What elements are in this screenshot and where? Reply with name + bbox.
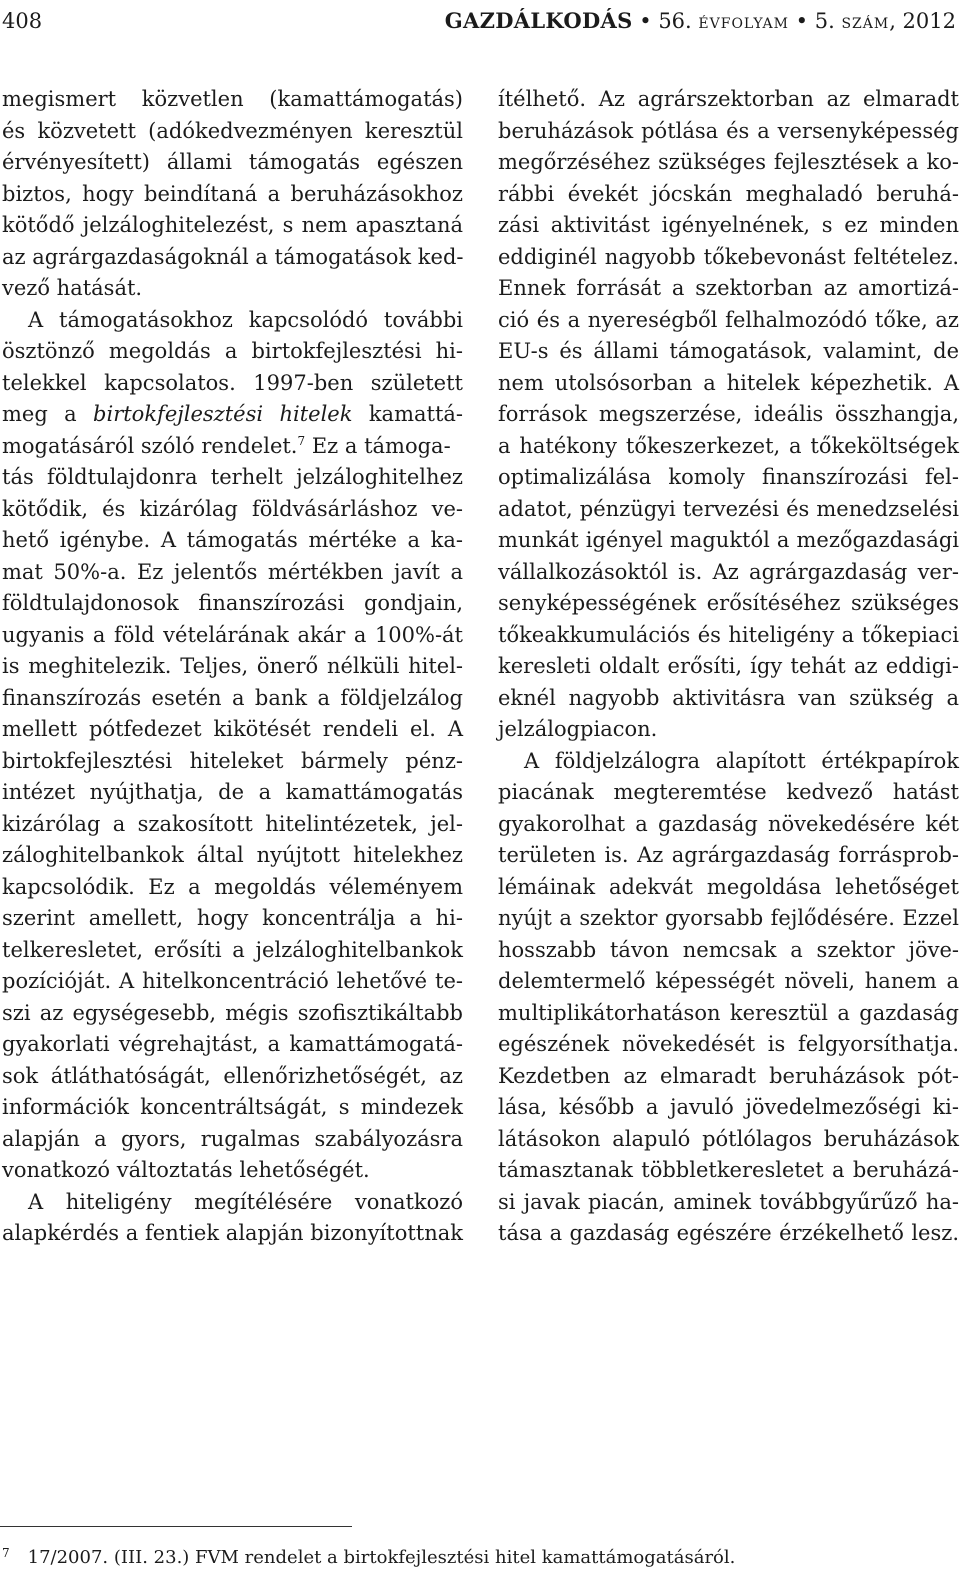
text-line: tás földtulajdonra terhelt jelzáloghitelhez bbox=[2, 465, 463, 489]
text-line: senyképességének erősítéséhez szükséges bbox=[498, 591, 959, 615]
text-line: területen is. Az agrárgazdaság forrásprob- bbox=[498, 843, 959, 867]
text-line: A hiteligény megítélésére vonatkozó bbox=[28, 1189, 463, 1214]
text-line: vonatkozó változtatás lehetőségét. bbox=[2, 1158, 370, 1182]
text-line: A földjelzálogra alapított értékpapírok bbox=[524, 748, 959, 773]
text-line: piacának megteremtése kedvező hatást bbox=[498, 780, 959, 804]
text-line: a hatékony tőkeszerkezet, a tőkeköltségek bbox=[498, 433, 959, 458]
text-line-mixed bbox=[2, 399, 463, 431]
text-line: megőrzéséhez szükséges fejlesztések a ko- bbox=[498, 150, 959, 174]
text-line: telekkel kapcsolatos. 1997-ben született bbox=[2, 370, 463, 395]
text-line: megismert közvetlen (kamattámogatás) bbox=[2, 87, 463, 111]
text-line: források megszerzése, ideális összhangja, bbox=[498, 402, 959, 426]
text-line: multiplikátorhatáson keresztül a gazdaság bbox=[498, 1000, 959, 1025]
text-line: biztos, hogy beindítaná a beruházásokhoz bbox=[2, 181, 463, 206]
text-line: eddiginél nagyobb tőkebevonást feltételez. bbox=[498, 244, 959, 269]
text-line: munkát igényel maguktól a mezőgazdasági bbox=[498, 528, 959, 552]
text-fragment: kamattá- bbox=[368, 402, 463, 426]
text-line: látásokon alapuló pótlólagos beruházások bbox=[498, 1126, 959, 1151]
text-line: birtokfejlesztési hiteleket bármely pénz- bbox=[2, 748, 463, 773]
text-line: gyakorolhat a gazdaság növekedésére két bbox=[498, 811, 959, 836]
text-line: támasztanak többletkeresletet a beruházá- bbox=[498, 1158, 959, 1182]
footnote-reference[interactable]: 7 bbox=[297, 433, 306, 448]
text-line: A támogatásokhoz kapcsolódó további bbox=[28, 307, 463, 332]
text-line: hető igénybe. A támogatás mértéke a ka- bbox=[2, 528, 463, 552]
right-column bbox=[498, 84, 959, 1250]
header-bullet-2: • bbox=[795, 9, 809, 33]
text-line: adatot, pénzügyi tervezési és menedzselési bbox=[498, 496, 959, 521]
text-line: kapcsolódik. Ez a megoldás véleményem bbox=[2, 874, 463, 899]
text-line: kötődő jelzáloghitelezést, s nem apasztaná bbox=[2, 213, 463, 237]
text-line: gyakorlati végrehajtást, a kamattámogatá- bbox=[2, 1032, 463, 1056]
text-line: lása, később a javuló jövedelmezőségi ki- bbox=[498, 1095, 959, 1119]
text-fragment: meg a bbox=[2, 402, 77, 426]
text-line: kizárólag a szakosított hitelintézetek, jel- bbox=[2, 811, 463, 836]
text-line: beruházások pótlása és a versenyképesség bbox=[498, 118, 959, 143]
issue-word: SZÁM bbox=[841, 16, 890, 32]
text-line: vállalkozásoktól is. Az agrárgazdaság ver- bbox=[498, 559, 959, 584]
text-line: nyújt a szektor gyorsabb fejlődésére. Ezzel bbox=[498, 906, 959, 930]
text-line: hosszabb távon nemcsak a szektor jöve- bbox=[498, 937, 959, 962]
text-line: kötődik, és kizárólag földvásárláshoz ve- bbox=[2, 496, 463, 521]
text-line-mixed bbox=[2, 431, 463, 463]
text-line: delemtermelő képességét növeli, hanem a bbox=[498, 969, 959, 993]
text-line: EU-s és állami támogatások, valamint, de bbox=[498, 339, 959, 363]
text-line: is meghitelezik. Teljes, önerő nélküli hitel- bbox=[2, 654, 463, 678]
text-line: ugyanis a föld vételárának akár a 100%-át bbox=[2, 622, 463, 647]
text-line: és közvetett (adókedvezményen keresztül bbox=[2, 118, 463, 143]
text-line: nem utolsósorban a hitelek képezhetik. A bbox=[498, 370, 959, 395]
text-line: információk koncentráltságát, s mindezek bbox=[2, 1095, 463, 1119]
text-line: vező hatását. bbox=[2, 276, 143, 300]
text-line: tőkeakkumulációs és hiteligény a tőkepiaci bbox=[498, 622, 959, 647]
page-number: 408 bbox=[2, 9, 43, 33]
text-line: lémáinak adekvát megoldása lehetőséget bbox=[498, 874, 959, 899]
text-line: pozícióját. A hitelkoncentráció lehetővé te- bbox=[2, 969, 463, 993]
running-head bbox=[445, 4, 956, 41]
text-line: rábbi évekét jócskán meghaladó beruhá- bbox=[498, 181, 959, 206]
text-line: záloghitelbankok által nyújtott hitelekhez bbox=[2, 843, 463, 867]
text-line: keresleti oldalt erősíti, így tehát az eddigi- bbox=[498, 654, 959, 678]
text-line: optimalizálása komoly finanszírozási fel- bbox=[498, 465, 959, 489]
text-line: eknél nagyobb aktivitásra van szükség a bbox=[498, 685, 959, 710]
text-line: ció és a nyereségből felhalmozódó tőke, az bbox=[498, 307, 959, 332]
text-line: intézet nyújthatja, de a kamattámogatás bbox=[2, 780, 463, 804]
text-line: jelzálogpiacon. bbox=[498, 717, 658, 741]
text-line: Kezdetben az elmaradt beruházások pót- bbox=[498, 1063, 959, 1088]
footnote-text: 17/2007. (III. 23.) FVM rendelet a birtokfejlesztési hitel kamattámogatásáról. bbox=[27, 1547, 736, 1568]
text-line: ítélhető. Az agrárszektorban az elmaradt bbox=[498, 87, 959, 111]
text-fragment: Ez a támoga- bbox=[311, 433, 451, 458]
text-line: Ennek forrását a szektorban az amortizá- bbox=[498, 276, 959, 300]
footnote bbox=[2, 1540, 735, 1571]
left-column bbox=[2, 84, 463, 1250]
year: , 2012 bbox=[889, 9, 956, 33]
text-line: si javak piacán, aminek továbbgyűrűző ha- bbox=[498, 1189, 959, 1214]
volume-word: ÉVFOLYAM bbox=[698, 16, 789, 32]
text-line: alapkérdés a fentiek alapján bizonyítottnak bbox=[2, 1221, 463, 1245]
volume-number: 56. bbox=[658, 9, 692, 33]
page-header bbox=[0, 4, 958, 38]
text-line: mellett pótfedezet kikötését rendeli el. A bbox=[2, 717, 463, 741]
footnote-divider bbox=[0, 1526, 352, 1527]
text-line: sok átláthatóságát, ellenőrizhetőségét, az bbox=[2, 1063, 463, 1088]
text-line: finanszírozás esetén a bank a földjelzálog bbox=[2, 685, 463, 710]
footnote-mark: 7 bbox=[2, 1546, 10, 1560]
text-line: földtulajdonosok finanszírozási gondjain, bbox=[2, 591, 463, 615]
italic-title: birtokfejlesztési hitelek bbox=[93, 402, 353, 426]
text-line: alapján a gyors, rugalmas szabályozásra bbox=[2, 1126, 463, 1151]
text-line: egészének növekedését is felgyorsíthatja. bbox=[498, 1032, 959, 1056]
text-line: ösztönző megoldás a birtokfejlesztési hi- bbox=[2, 339, 463, 363]
text-line: mat 50%-a. Ez jelentős mértékben javít a bbox=[2, 559, 463, 584]
text-line: zási aktivitást igényelnének, s ez minden bbox=[498, 213, 959, 237]
journal-title: GAZDÁLKODÁS bbox=[444, 8, 633, 33]
text-line: szi az egységesebb, mégis szofisztikáltabb bbox=[2, 1000, 463, 1025]
text-line: szerint amellett, hogy koncentrálja a hi- bbox=[2, 906, 463, 930]
issue-number: 5. bbox=[814, 9, 835, 33]
text-line: tása a gazdaság egészére érzékelhető lesz. bbox=[498, 1221, 959, 1245]
header-bullet: • bbox=[639, 9, 652, 33]
text-line: érvényesített) állami támogatás egészen bbox=[2, 150, 463, 174]
text-line: az agrárgazdaságoknál a támogatások ked- bbox=[2, 244, 464, 269]
text-fragment: mogatásáról szóló rendelet. bbox=[2, 433, 298, 458]
text-line: telkeresletet, erősíti a jelzáloghitelbankok bbox=[2, 937, 463, 962]
